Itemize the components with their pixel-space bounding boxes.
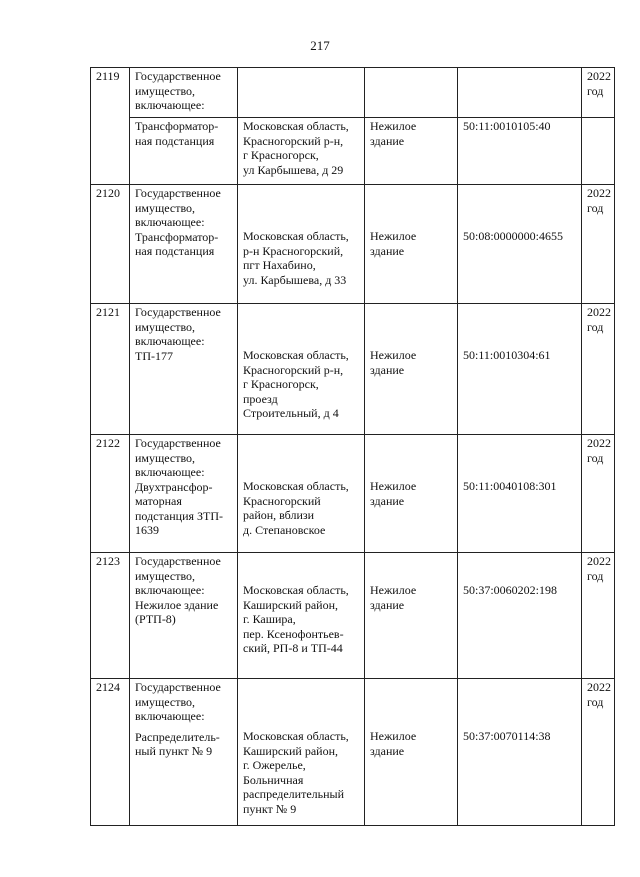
- table-row: [91, 185, 615, 304]
- entry-header: Государственное имущество, включающее:: [130, 68, 238, 118]
- entry-number: 2119: [91, 68, 130, 185]
- entry-type: Нежилое здание: [370, 729, 417, 758]
- entry-cadastral: 50:08:0000000:4655: [463, 229, 564, 243]
- entry-year: 2022 год: [582, 68, 615, 118]
- entry-year: 2022 год: [582, 679, 615, 826]
- entry-name: ТП-177: [135, 348, 173, 363]
- entry-number: 2123: [91, 553, 130, 679]
- entry-address: Московская область, р-н Красногорский, пгт Нахабино, ул. Карбышева, д 33: [243, 229, 349, 287]
- table-row: [91, 118, 615, 185]
- entry-cadastral: 50:37:0060202:198: [463, 583, 558, 597]
- entry-cadastral: 50:11:0010304:61: [463, 348, 551, 362]
- registry-table: [90, 67, 615, 826]
- entry-name: Нежилое здание (РТП-8): [135, 597, 219, 626]
- entry-header: Государственное имущество, включающее:: [135, 186, 221, 229]
- entry-name: Трансформатор- ная подстанция: [135, 229, 219, 258]
- entry-type: Нежилое здание: [365, 118, 458, 185]
- table-row: [91, 304, 615, 435]
- entry-year: 2022 год: [582, 435, 615, 553]
- entry-address: Московская область, Каширский район, г. Кашира, пер. Ксенофонтьев- ский, РП-8 и ТП-44: [243, 583, 349, 655]
- entry-type: Нежилое здание: [370, 229, 417, 258]
- entry-number: 2124: [91, 679, 130, 826]
- entry-year: 2022 год: [582, 185, 615, 304]
- entry-header: Государственное имущество, включающее:: [135, 436, 221, 479]
- table-row: [91, 679, 615, 826]
- entry-header: Государственное имущество, включающее:: [135, 680, 221, 723]
- entry-address: Московская область, Красногорский р-н, г Красногорск, ул Карбышева, д 29: [238, 118, 365, 185]
- entry-type: Нежилое здание: [370, 348, 417, 377]
- entry-address: Московская область, Красногорский р-н, г Красногорск, проезд Строительный, д 4: [243, 348, 349, 420]
- entry-address: Московская область, Каширский район, г. Ожерелье, Больничная распределительный пункт № 9: [243, 729, 349, 816]
- entry-cadastral: 50:37:0070114:38: [463, 729, 551, 743]
- entry-number: 2122: [91, 435, 130, 553]
- entry-cadastral: 50:11:0040108:301: [463, 479, 557, 493]
- entry-header: Государственное имущество, включающее:: [135, 554, 221, 597]
- table-row: [91, 68, 615, 118]
- table-row: [91, 435, 615, 553]
- entry-type: Нежилое здание: [370, 583, 417, 612]
- page-number: 217: [310, 38, 330, 53]
- entry-address: Московская область, Красногорский район, вблизи д. Степановское: [243, 479, 349, 537]
- entry-header: Государственное имущество, включающее:: [135, 305, 221, 348]
- entry-name: Распределитель- ный пункт № 9: [135, 729, 220, 758]
- entry-number: 2120: [91, 185, 130, 304]
- entry-number: 2121: [91, 304, 130, 435]
- entry-type: Нежилое здание: [370, 479, 417, 508]
- entry-cadastral: 50:11:0010105:40: [458, 118, 582, 185]
- entry-year: 2022 год: [582, 553, 615, 679]
- entry-name: Двухтрансфор- маторная подстанция ЗТП- 1639: [135, 479, 224, 537]
- entry-year: 2022 год: [582, 304, 615, 435]
- table-row: [91, 553, 615, 679]
- entry-name: Трансформатор- ная подстанция: [130, 118, 238, 185]
